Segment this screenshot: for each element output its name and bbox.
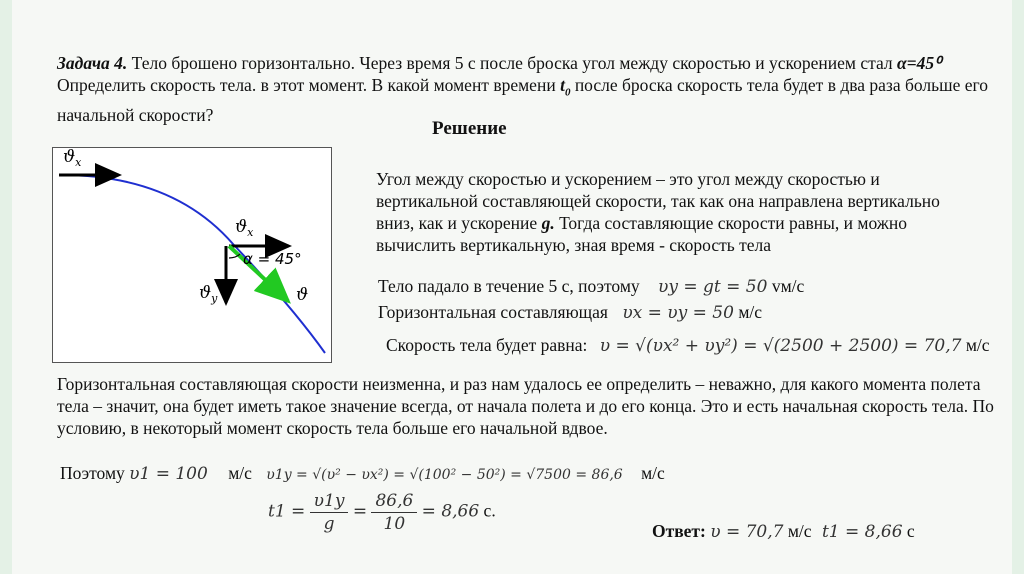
horizontal-line [378,301,762,324]
t1-fraction-2 [371,490,417,535]
v1-unit: м/с [228,463,252,483]
vx-top-label: $ϑ_x$ [63,148,82,169]
answer-line [652,520,915,543]
horiz-formula: υx = υy = 50 [622,303,734,323]
t1-frac1-den: g [323,514,335,534]
speed-line [386,334,990,357]
problem-text-b: Определить скорость тела. в этот момент. В какой момент времени [57,75,561,95]
right-border-strip [1012,0,1024,574]
explanation-g: g. [541,213,555,233]
explanation-text-b: Тогда составляющие скорости равны, и можно вычислить вертикальную, зная время - скорость тела [376,213,907,255]
t1-unit: с. [483,500,496,521]
t1-result: = 8,66 [421,501,480,522]
speed-text: Скорость тела будет равна: [386,335,588,355]
solution-heading: Решение [432,118,507,139]
problem-t0-sub: 0 [564,86,571,99]
fall-line [378,275,804,298]
t1-frac2-den: 10 [383,514,406,534]
v1y-formula: υ1y = √(υ² − υx²) = √(100² − 50²) = √7500 = 86,6 [266,467,623,483]
fall-formula: υy = gt = 50 [658,277,768,297]
vy-label: $ϑ_y$ [199,283,218,305]
v1y-unit: м/с [641,463,665,483]
problem-statement [57,52,997,126]
problem-text-a: Тело брошено горизонтально. Через время 5 с после броска угол между скоростью и ускорением стал [131,53,897,73]
fall-unit: vм/с [771,276,805,296]
vx-mid-label: $ϑ_x$ [235,217,254,239]
therefore-line [60,462,665,486]
problem-t0: t [560,75,565,95]
therefore-text: Поэтому [60,463,125,483]
horiz-unit: м/с [738,302,763,322]
left-border-strip [0,0,12,574]
problem-label: Задача 4. [57,53,128,73]
answer-t: t1 = 8,66 [821,522,903,542]
answer-t-unit: с [906,521,915,541]
t1-eq: = [352,501,368,522]
v1-formula: υ1 = 100 [129,464,208,484]
angle-label: α = 45° [243,250,302,268]
trajectory-svg [53,148,331,362]
horiz-text: Горизонтальная составляющая [378,302,608,322]
t1-formula [268,490,496,535]
t1-lhs: t1 = [268,501,306,522]
speed-formula: υ = √(υx² + υy²) = √(2500 + 2500) = 70,7 [599,336,962,356]
velocity-label: ϑ [296,285,309,305]
speed-unit: м/с [965,335,990,355]
explanation-text-a: Угол между скоростью и ускорением – это угол между скоростью и вертикальной составляющей скорости, так как она направлена вертикально вниз, как и ускорение [376,169,940,233]
explanation-paragraph [376,168,966,256]
conclusion-paragraph: Горизонтальная составляющая скорости неизменна, и раз нам удалось ее определить – неважно, для какого момента полета тела – значит, она будет иметь такое значение всегда, от начала полета и до его конца. Это и есть начальная скорость тела. По условию, в некоторый момент скорость тела больше его начальной вдвое. [57,374,994,438]
answer-v-unit: м/с [787,521,812,541]
answer-v: υ = 70,7 [710,522,784,542]
t1-frac1-num: υ1y [310,490,349,513]
answer-label: Ответ: [652,521,706,541]
t1-frac2-num: 86,6 [371,490,417,513]
problem-text-c: после броска скорость тела будет в два раза больше его начальной скорости? [57,75,989,125]
trajectory-diagram [52,147,332,363]
fall-text: Тело падало в течение 5 с, поэтому [378,276,640,296]
t1-fraction-1 [310,490,349,535]
problem-alpha: α=45⁰ [896,53,942,73]
